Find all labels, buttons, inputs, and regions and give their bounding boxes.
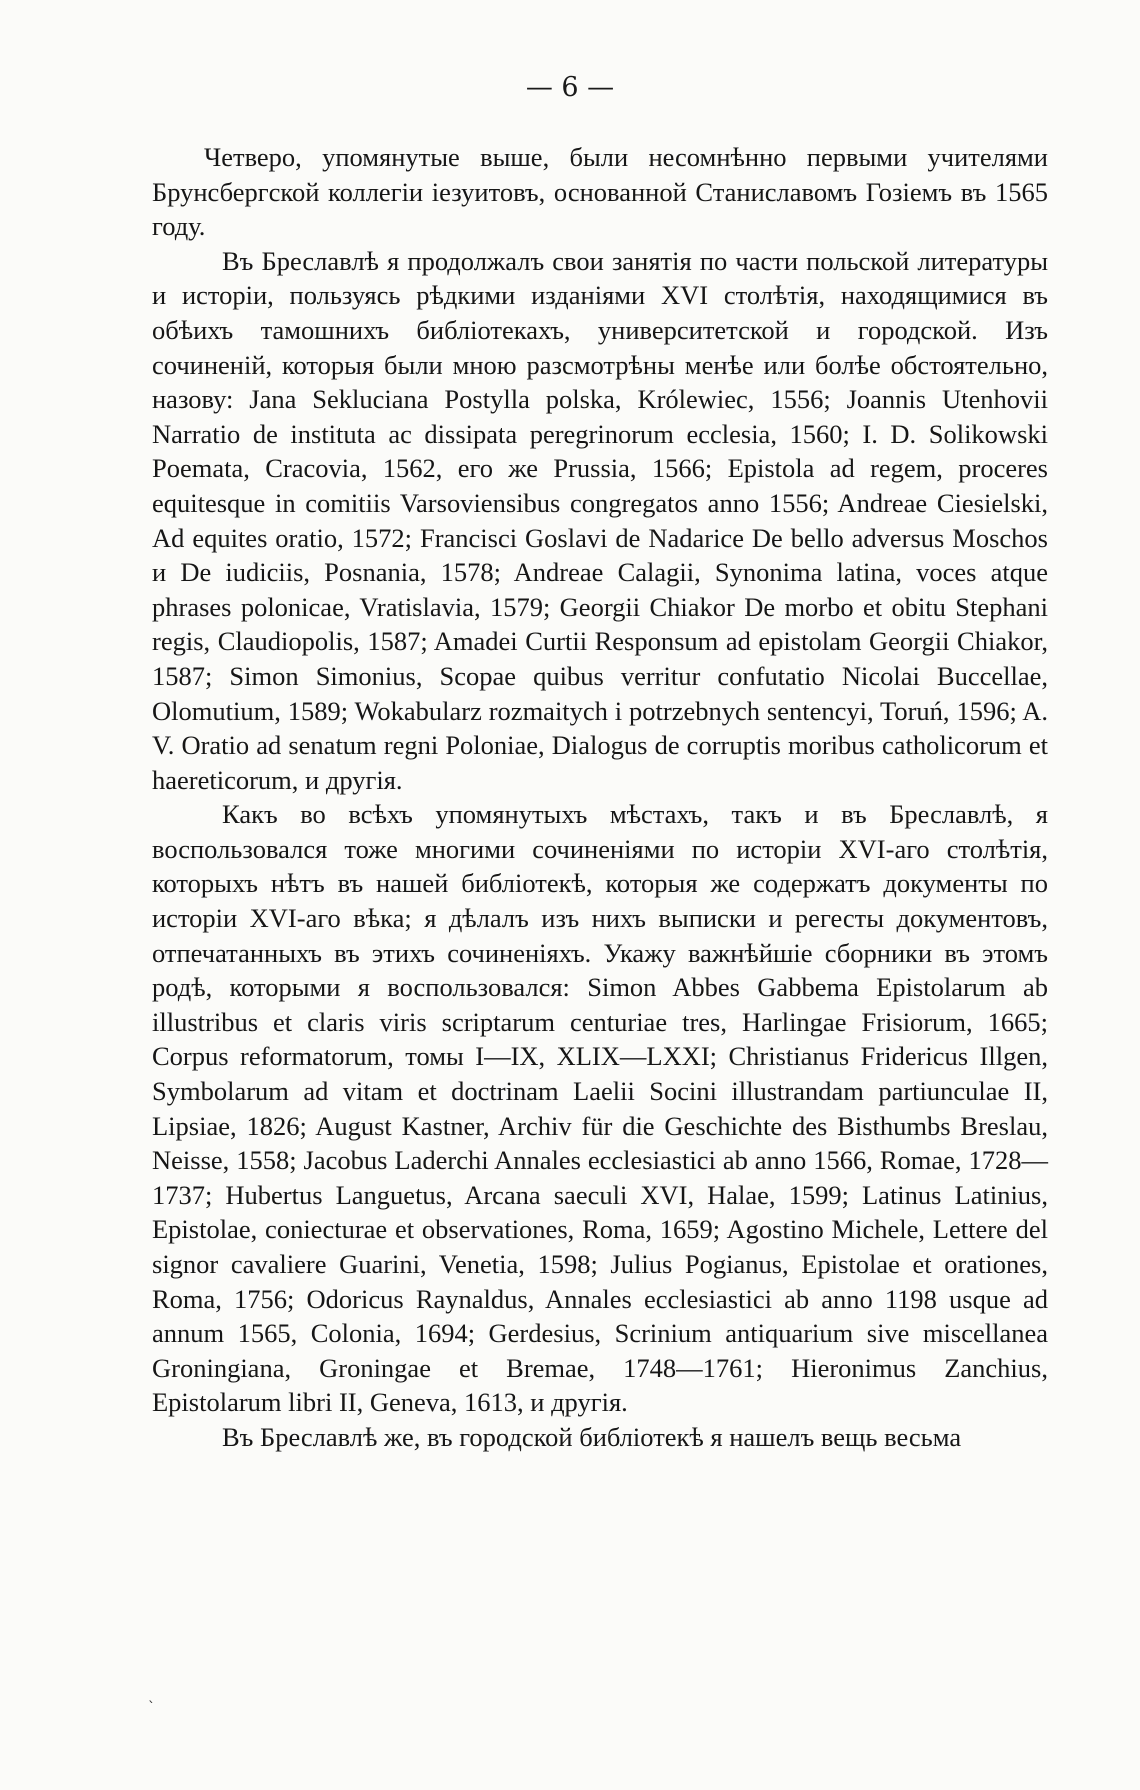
paragraph-3: Какъ во всѣхъ упомянутыхъ мѣстахъ, такъ и въ Бреславлѣ, я воспользовался тоже многими сочиненіями по исторіи XVI-аго столѣтія, которыхъ нѣтъ въ нашей библіотекѣ, которыя же содержатъ документы по исторіи XVI-аго вѣка; я дѣлалъ изъ нихъ выписки и регесты документовъ, отпечатанныхъ въ этихъ сочиненіяхъ. Укажу важнѣйшіе сборники въ этомъ родѣ, которыми я воспользовался: Simon Abbes Gabbema Epistolarum ab illustribus et claris viris scriptarum centuriae tres, Harlingae Frisiorum, 1665; Corpus reformatorum, томы I—IX, XLIX—LXXI; Christianus Fridericus Illgen, Symbolarum ad vitam et doctrinam Laelii Socini illustrandam partiunculae II, Lipsiae, 1826; August Kastner, Archiv für die Geschichte des Bisthumbs Breslau, Neisse, 1558; Jacobus Laderchi Annales ecclesiastici ab anno 1566, Romae, 1728—1737; Hubertus Languetus, Arcana saeculi XVI, Halae, 1599; Latinus Latinius, Epistolae, coniecturae et observationes, Roma, 1659; Agostino Michele, Lettere del signor cavaliere Guarini, Venetia, 1598; Julius Pogianus, Epistolae et orationes, Roma, 1756; Odoricus Raynaldus, Annales ecclesiastici ab anno 1198 usque ad annum 1565, Colonia, 1694; Gerdesius, Scrinium antiquarium sive miscellanea Groningiana, Groningae et Bremae, 1748—1761; Hieronimus Zanchius, Epistolarum libri II, Geneva, 1613, и другія.	[152, 799, 1048, 1418]
paragraph-4: Въ Бреславлѣ же, въ городской библіотекѣ я нашелъ вещь весьма	[222, 1421, 962, 1452]
paragraph-1: Четверо, упомянутые выше, были несомнѣнно первыми учителями Брунсбергской коллегіи іезуитовъ, основанной Станиславомъ Гозіемъ въ 1565 году.	[152, 142, 1048, 242]
page-number: — 6 —	[525, 72, 615, 103]
stray-ink-mark: ˋ	[148, 1700, 155, 1716]
paragraph-2: Въ Бреславлѣ я продолжалъ свои занятія по части польской литературы и исторіи, пользуясь рѣдкими изданіями XVI столѣтія, находящимися въ обѣихъ тамошнихъ библіотекахъ, университетской и городской. Изъ сочиненій, которыя были мною разсмотрѣны менѣе или болѣе обстоятельно, назову: Jana Sekluciana Postylla polska, Królewiec, 1556; Joannis Utenhovii Narratio de instituta ac dissipata peregrinorum ecclesia, 1560; I. D. Solikowski Poemata, Cracovia, 1562, его же Prussia, 1566; Epistola ad regem, proceres equitesque in comitiis Varsoviensibus congregatos anno 1556; Andreae Ciesielski, Ad equites oratio, 1572; Francisci Goslavi de Nadarice De bello adversus Moschos и De iudiciis, Posnania, 1578; Andreae Calagii, Synonima latina, voces atque phrases polonicae, Vratislavia, 1579; Georgii Chiakor De morbo et obitu Stephani regis, Claudiopolis, 1587; Amadei Curtii Responsum ad epistolam Georgii Chiakor, 1587; Simon Simonius, Scopae quibus verritur confutatio Nicolai Buccellae, Olomutium, 1589; Wokabularz rozmaitych i potrzebnych sentencyi, Toruń, 1596; A. V. Oratio ad senatum regni Poloniae, Dialogus de corruptis moribus catholicorum et haereticorum, и другія.	[152, 245, 1048, 795]
body-text	[152, 140, 1048, 1455]
